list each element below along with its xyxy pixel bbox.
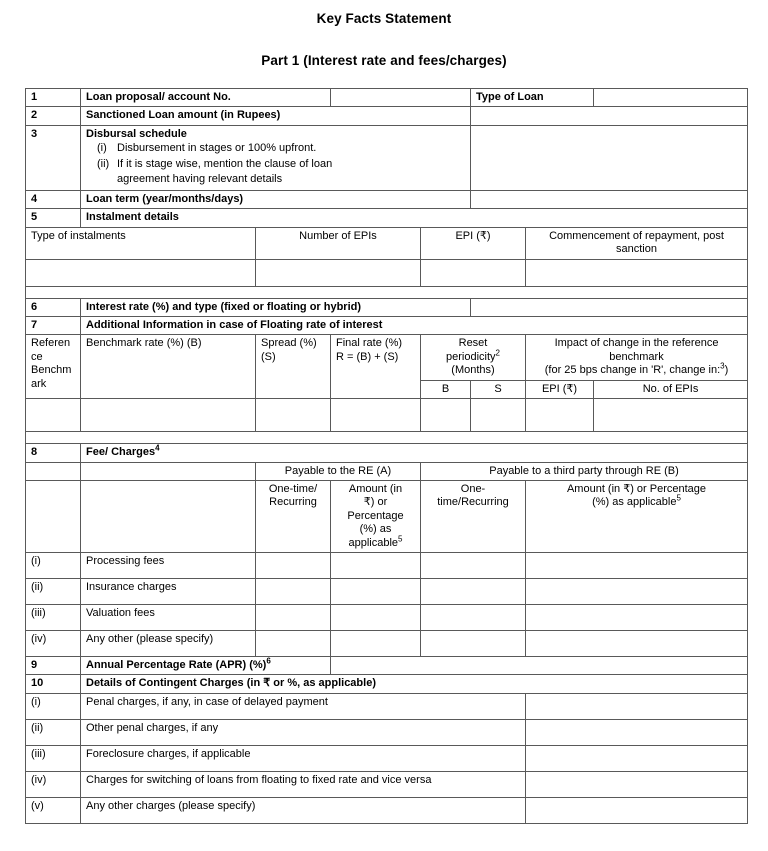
- row-9-value[interactable]: [331, 656, 748, 674]
- page-subtitle: Part 1 (Interest rate and fees/charges): [261, 53, 507, 68]
- contingent-item-value[interactable]: [526, 693, 748, 719]
- fee-item-a-amount[interactable]: [331, 630, 421, 656]
- floating-header-impact: [526, 335, 748, 380]
- row-9-number: 9: [26, 656, 81, 674]
- reset-line-1: Reset: [458, 337, 488, 350]
- fee-header-a-amount-line2: ₹) or: [363, 496, 388, 509]
- floating-value-no-epis[interactable]: [594, 399, 748, 432]
- row-6-label: Interest rate (%) and type (fixed or floating or hybrid): [81, 298, 471, 316]
- impact-superscript: 3: [720, 361, 725, 371]
- floating-header-reset-periodicity: [421, 335, 526, 380]
- instalment-header-number-epis: Number of EPIs: [256, 227, 421, 259]
- fee-header-b-type-line2: time/Recurring: [437, 496, 509, 509]
- floating-header-final-rate-line1: Final rate (%): [336, 337, 403, 350]
- contingent-item-label: Any other charges (please specify): [81, 797, 526, 823]
- fee-item-b-type[interactable]: [421, 552, 526, 578]
- fee-group-header-b: Payable to a third party through RE (B): [421, 462, 748, 480]
- fee-item-marker: (i): [26, 552, 81, 578]
- instalment-value-commencement[interactable]: [526, 259, 748, 286]
- row-3-label-cell: [81, 125, 471, 190]
- row-3-item-ii: [86, 157, 465, 173]
- fee-header-b-amount-line1: Amount (in ₹) or Percentage: [566, 482, 707, 495]
- instalment-header-epi: EPI (₹): [421, 227, 526, 259]
- row-8-superscript: 4: [155, 443, 160, 453]
- fee-item-marker: (iv): [26, 630, 81, 656]
- floating-header-benchmark-rate: Benchmark rate (%) (B): [81, 335, 256, 399]
- row-3-number: 3: [26, 125, 81, 190]
- fee-column-spacer-1: [26, 480, 81, 552]
- row-8-label-cell: [81, 444, 748, 462]
- page-title: Key Facts Statement: [316, 11, 452, 26]
- fee-header-b-type: [421, 480, 526, 552]
- contingent-item-value[interactable]: [526, 797, 748, 823]
- row-1-number: 1: [26, 89, 81, 107]
- fee-header-a-type: [256, 480, 331, 552]
- row-1-label: Loan proposal/ account No.: [81, 89, 331, 107]
- fee-item-a-type[interactable]: [256, 630, 331, 656]
- row-5-label: Instalment details: [81, 209, 748, 227]
- instalment-header-type: Type of instalments: [26, 227, 256, 259]
- fee-header-b-type-line1: One-: [460, 482, 486, 495]
- contingent-item-label: Foreclosure charges, if applicable: [81, 745, 526, 771]
- fee-item-b-type[interactable]: [421, 578, 526, 604]
- fee-item-b-type[interactable]: [421, 630, 526, 656]
- floating-value-spread[interactable]: [256, 399, 331, 432]
- row-3-value[interactable]: [471, 125, 748, 190]
- table-row-4: [26, 191, 748, 209]
- floating-value-reference-benchmark[interactable]: [26, 399, 81, 432]
- contingent-item-label: Charges for switching of loans from floating to fixed rate and vice versa: [81, 771, 526, 797]
- fee-item-b-type[interactable]: [421, 604, 526, 630]
- fee-column-header-row: [26, 480, 748, 552]
- fee-header-b-amount: [526, 480, 748, 552]
- row-10-number: 10: [26, 675, 81, 693]
- contingent-item-value[interactable]: [526, 745, 748, 771]
- row-3-label: Disbursal schedule: [86, 127, 187, 140]
- fee-header-b-amount-line2: [531, 493, 742, 509]
- contingent-item-row: [26, 719, 748, 745]
- fee-header-a-amount-line5-text: applicable: [348, 536, 399, 549]
- row-2-value[interactable]: [471, 107, 748, 125]
- row-3-item-i: [86, 141, 465, 157]
- floating-value-reset-b[interactable]: [421, 399, 471, 432]
- row-9-label: Annual Percentage Rate (APR) (%): [86, 658, 267, 671]
- fee-item-b-amount[interactable]: [526, 630, 748, 656]
- fee-item-row: [26, 578, 748, 604]
- spacer-row-1: [26, 286, 748, 298]
- fee-item-a-type[interactable]: [256, 604, 331, 630]
- floating-subheader-reset-s: S: [471, 380, 526, 398]
- floating-value-impact-epi[interactable]: [526, 399, 594, 432]
- contingent-item-row: [26, 745, 748, 771]
- row-6-number: 6: [26, 298, 81, 316]
- fee-header-b-amount-superscript: 5: [676, 493, 681, 503]
- fee-header-b-amount-line2-text: (%) as applicable: [592, 496, 677, 509]
- table-row-1: [26, 89, 748, 107]
- contingent-item-row: [26, 771, 748, 797]
- contingent-item-marker: (iv): [26, 771, 81, 797]
- row-1-label-2: Type of Loan: [471, 89, 594, 107]
- row-3-item-ii-marker: (ii): [97, 157, 110, 170]
- fee-group-spacer-1: [26, 462, 81, 480]
- contingent-item-marker: (iii): [26, 745, 81, 771]
- table-row-9: [26, 656, 748, 674]
- fee-item-a-amount[interactable]: [331, 604, 421, 630]
- row-2-label: Sanctioned Loan amount (in Rupees): [81, 107, 471, 125]
- instalment-header-row: [26, 227, 748, 259]
- row-4-value[interactable]: [471, 191, 748, 209]
- floating-value-benchmark-rate[interactable]: [81, 399, 256, 432]
- contingent-item-label: Other penal charges, if any: [81, 719, 526, 745]
- row-5-number: 5: [26, 209, 81, 227]
- table-row-8: [26, 444, 748, 462]
- row-3-item-i-marker: (i): [97, 142, 107, 155]
- fee-item-a-amount[interactable]: [331, 578, 421, 604]
- fee-item-a-type[interactable]: [256, 552, 331, 578]
- contingent-item-row: [26, 797, 748, 823]
- fee-item-label: Valuation fees: [81, 604, 256, 630]
- row-7-number: 7: [26, 317, 81, 335]
- fee-item-a-amount[interactable]: [331, 552, 421, 578]
- fee-header-a-amount-line4: (%) as: [359, 523, 392, 536]
- table-row-2: [26, 107, 748, 125]
- contingent-item-marker: (i): [26, 693, 81, 719]
- row-1-value[interactable]: [331, 89, 471, 107]
- floating-value-final-rate[interactable]: [331, 399, 421, 432]
- table-row-3: [26, 125, 748, 190]
- row-1-value-2[interactable]: [594, 89, 748, 107]
- fee-item-marker: (iii): [26, 604, 81, 630]
- contingent-item-row: [26, 693, 748, 719]
- floating-header-reference-benchmark: Reference Benchmark: [26, 335, 81, 399]
- row-6-value[interactable]: [471, 298, 748, 316]
- instalment-value-row: [26, 259, 748, 286]
- table-row-5: [26, 209, 748, 227]
- contingent-item-marker: (ii): [26, 719, 81, 745]
- fee-item-label: Any other (please specify): [81, 630, 256, 656]
- table-row-7: [26, 317, 748, 335]
- table-row-6: [26, 298, 748, 316]
- fee-item-b-amount[interactable]: [526, 604, 748, 630]
- floating-header-spread: Spread (%) (S): [256, 335, 331, 399]
- fee-header-a-amount-superscript: 5: [398, 533, 403, 543]
- floating-header-final-rate-line2: R = (B) + (S): [336, 350, 399, 363]
- key-facts-table: [25, 88, 748, 824]
- instalment-value-number-epis[interactable]: [256, 259, 421, 286]
- contingent-item-value[interactable]: [526, 719, 748, 745]
- reset-line-2-text: periodicity: [446, 350, 496, 363]
- spacer-row-2: [26, 432, 748, 444]
- row-8-number: 8: [26, 444, 81, 462]
- fee-item-marker: (ii): [26, 578, 81, 604]
- instalment-header-commencement: Commencement of repayment, post sanction: [526, 227, 748, 259]
- impact-line-3-text: (for 25 bps change in 'R', change in:: [544, 364, 721, 377]
- fee-header-a-amount-line3: Percentage: [347, 509, 404, 522]
- key-facts-table-wrapper: [25, 88, 747, 824]
- floating-subheader-no-epis: No. of EPIs: [594, 380, 748, 398]
- fee-item-b-amount[interactable]: [526, 578, 748, 604]
- fee-item-a-type[interactable]: [256, 578, 331, 604]
- row-4-number: 4: [26, 191, 81, 209]
- contingent-item-value[interactable]: [526, 771, 748, 797]
- floating-subheader-impact-epi: EPI (₹): [526, 380, 594, 398]
- fee-item-label: Insurance charges: [81, 578, 256, 604]
- floating-subheader-reset-b: B: [421, 380, 471, 398]
- table-row-10: [26, 675, 748, 693]
- floating-rate-header-row: [26, 335, 748, 380]
- row-10-label: Details of Contingent Charges (in ₹ or %, as applicable): [81, 675, 748, 693]
- fee-header-a-amount-line5: [336, 533, 415, 550]
- row-7-label: Additional Information in case of Floating rate of interest: [81, 317, 748, 335]
- reset-line-2: [426, 348, 520, 364]
- fee-header-a-type-line2: Recurring: [269, 496, 317, 509]
- floating-rate-value-row: [26, 399, 748, 432]
- row-3-item-i-text: Disbursement in stages or 100% upfront.: [117, 142, 317, 155]
- row-3-item-ii-text: If it is stage wise, mention the clause of loan: [117, 157, 333, 170]
- impact-line-2: benchmark: [609, 350, 664, 363]
- fee-column-spacer-2: [81, 480, 256, 552]
- contingent-item-label: Penal charges, if any, in case of delayed payment: [81, 693, 526, 719]
- fee-header-a-type-line1: One-time/: [268, 482, 318, 495]
- floating-value-reset-s[interactable]: [471, 399, 526, 432]
- row-9-label-cell: [81, 656, 331, 674]
- fee-item-b-amount[interactable]: [526, 552, 748, 578]
- row-4-label: Loan term (year/months/days): [81, 191, 471, 209]
- fee-item-label: Processing fees: [81, 552, 256, 578]
- reset-superscript: 2: [495, 348, 500, 358]
- impact-line-1: Impact of change in the reference: [554, 337, 719, 350]
- row-3-item-ii-continuation: agreement having relevant details: [117, 173, 283, 186]
- floating-header-final-rate: [331, 335, 421, 399]
- instalment-value-epi[interactable]: [421, 259, 526, 286]
- impact-line-3-close: ): [724, 364, 729, 377]
- fee-group-header-row: [26, 462, 748, 480]
- instalment-value-type[interactable]: [26, 259, 256, 286]
- contingent-item-marker: (v): [26, 797, 81, 823]
- fee-item-row: [26, 552, 748, 578]
- fee-header-a-amount: [331, 480, 421, 552]
- impact-line-3: [531, 361, 742, 377]
- reset-line-3: (Months): [451, 364, 495, 377]
- row-9-superscript: 6: [266, 656, 271, 666]
- fee-group-header-a: Payable to the RE (A): [256, 462, 421, 480]
- fee-header-a-amount-line1: Amount (in: [348, 482, 403, 495]
- fee-group-spacer-2: [81, 462, 256, 480]
- row-2-number: 2: [26, 107, 81, 125]
- row-8-label: Fee/ Charges: [86, 446, 156, 459]
- fee-item-row: [26, 630, 748, 656]
- fee-item-row: [26, 604, 748, 630]
